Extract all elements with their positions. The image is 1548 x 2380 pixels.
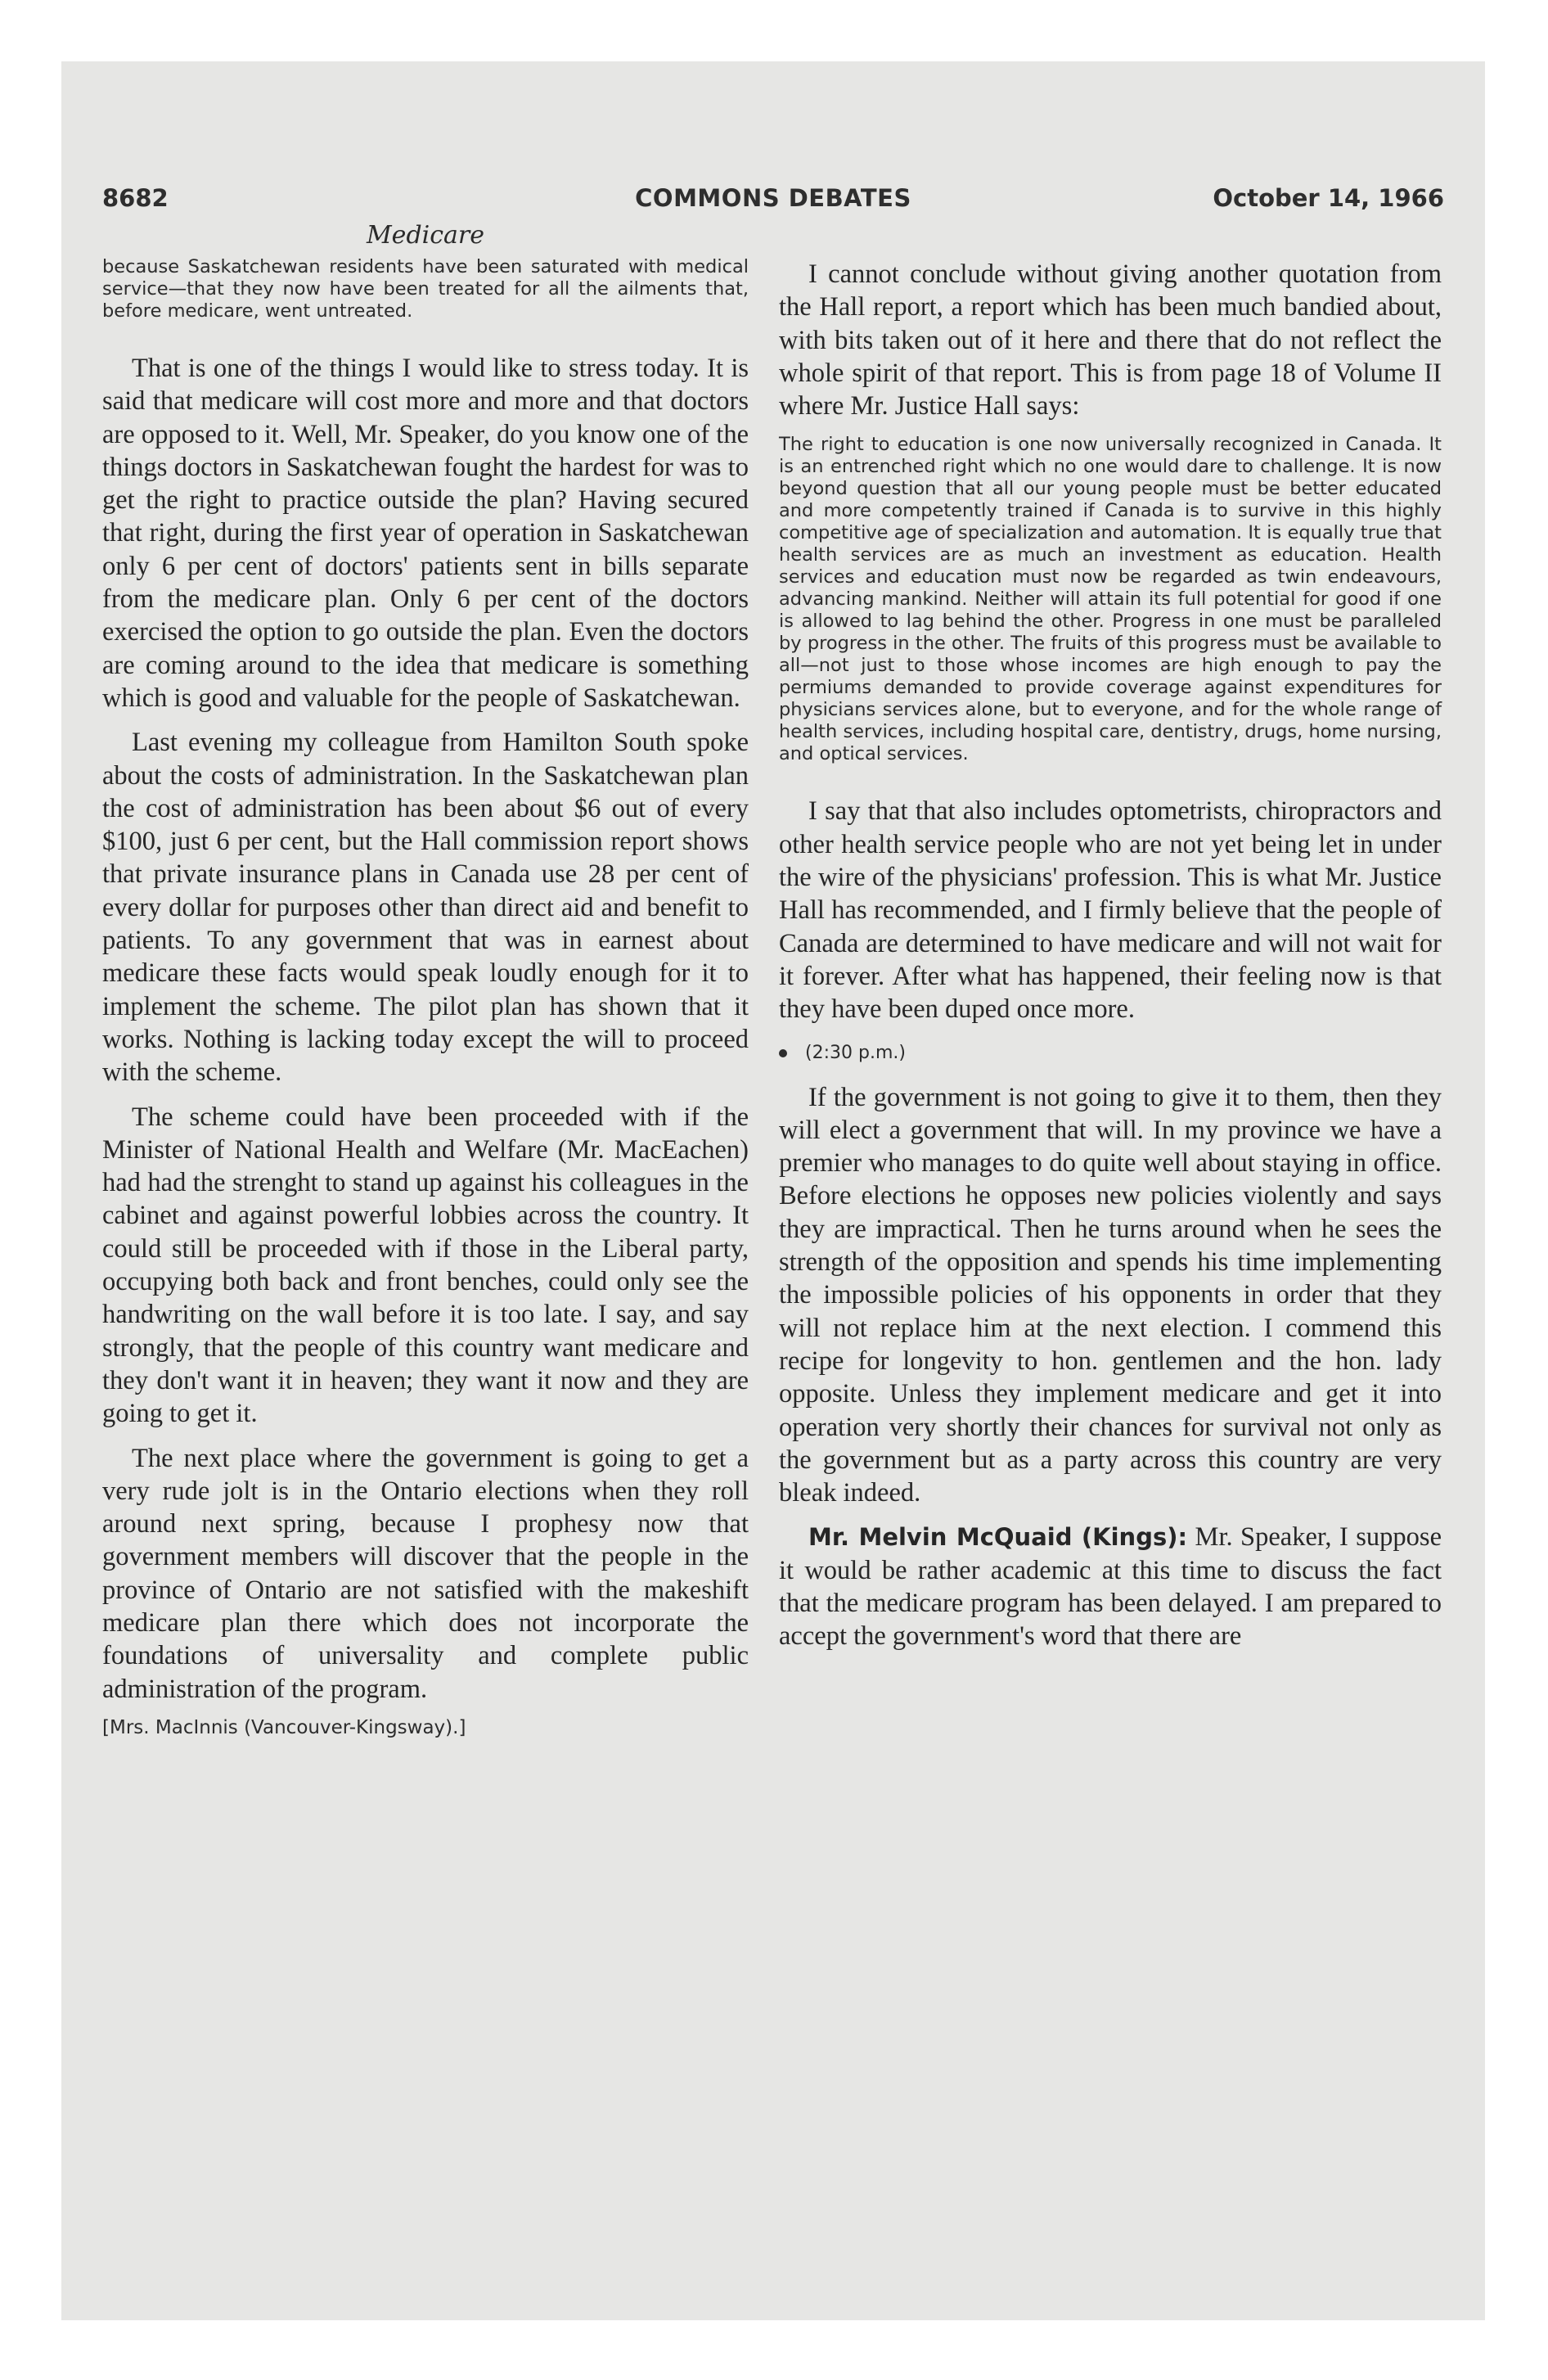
speaker-text: Mr. Speaker, I suppose it would be rather academic at this time to discuss the fact that the medicare program has been delayed. I am prepared to accept the government's word that there are: [779, 1522, 1442, 1652]
opening-quote: because Saskatchewan residents have been saturated with medical service—that they now have been treated for all the ailments that, before medicare, went untreated.: [102, 256, 749, 322]
right-column: [779, 258, 1442, 1665]
speaker-attribution: [Mrs. MacInnis (Vancouver-Kingsway).]: [102, 1716, 466, 1738]
body-paragraph: That is one of the things I would like to stress today. It is said that medicare will cost more and more and that doctors are opposed to it. Well, Mr. Speaker, do you know one of the things doctors in Saskatchewan fought the hardest for was to get the right to practice outside the plan? Having secured that right, during the first year of operation in Saskatchewan only 6 per cent of doctors' patients sent in bills separate from the medicare plan. Only 6 per cent of the doctors exercised the option to go outside the plan. Even the doctors are coming around to the idea that medicare is something which is good and valuable for the people of Saskatchewan.: [102, 354, 749, 713]
speaker-name: Mr. Melvin McQuaid (Kings):: [808, 1523, 1188, 1552]
issue-date: October 14, 1966: [1213, 184, 1444, 212]
page-header: [102, 184, 1444, 225]
hall-report-quote: The right to education is one now universally recognized in Canada. It is an entrenched right which no one would dare to challenge. It is now beyond question that all our young people must be better educated and more competently trained if Canada is to survive in this highly competitive age of specialization and automation. It is equally true that health services are as much an investment as education. Health services and education must now be regarded as twin endeavours, advancing mankind. Neither will attain its full potential for good if one is allowed to lag behind the other. Progress in one must be paralleled by progress in the other. The fruits of this progress must be available to all—not just to those whose incomes are high enough to pay the permiums demanded to provide coverage against expenditures for physicians services alone, but to everyone, and for the whole range of health services, including hospital care, dentistry, drugs, home nursing, and optical services.: [779, 434, 1442, 765]
publication-title: COMMONS DEBATES: [635, 184, 911, 212]
speaker-paragraph: [779, 1521, 1442, 1652]
body-paragraph: If the government is not going to give it to them, then they will elect a government that will. In my province we have a premier who manages to do quite well about staying in office. Before elections he opposes new policies violently and says they are impractical. Then he turns around when he sees the strength of the opposition and spends his time implementing the impossible policies of his opponents in order that they will not replace him at the next election. I commend this recipe for longevity to hon. gentlemen and the hon. lady opposite. Unless they implement medicare and get it into operation very shortly their chances for survival not only as the government but as a party across this country are very bleak indeed.: [779, 1082, 1442, 1508]
left-column: [102, 221, 749, 1738]
time-marker: [779, 1043, 1442, 1063]
body-paragraph: I cannot conclude without giving another quotation from the Hall report, a report which has been much bandied about, with bits taken out of it here and there that do not reflect the whole spirit of that report. This is from page 18 of Volume II where Mr. Justice Hall says:: [779, 259, 1442, 421]
page-number: 8682: [102, 184, 169, 212]
section-title: Medicare: [366, 221, 485, 250]
time-stamp: (2:30 p.m.): [805, 1042, 906, 1063]
bullet-icon: [779, 1049, 787, 1057]
body-paragraph: The next place where the government is going to get a very rude jolt is in the Ontario elections when they roll around next spring, because I prophesy now that government members will discover that the people in the province of Ontario are not satisfied with the makeshift medicare plan there which does not incorporate the foundations of universality and complete public administration of the program.: [102, 1443, 749, 1704]
body-paragraph: Last evening my colleague from Hamilton South spoke about the costs of administration. In the Saskatchewan plan the cost of administration has been about $6 out of every $100, just 6 per cent, but the Hall commission report shows that private insurance plans in Canada use 28 per cent of every dollar for purposes other than direct aid and benefit to patients. To any government that was in earnest about medicare these facts would speak loudly enough for it to implement the scheme. The pilot plan has shown that it works. Nothing is lacking today except the will to proceed with the scheme.: [102, 728, 749, 1088]
body-paragraph: The scheme could have been proceeded with if the Minister of National Health and Welfare (Mr. MacEachen) had had the strenght to stand up against his colleagues in the cabinet and against powerful lobbies across the country. It could still be proceeded with if those in the Liberal party, occupying both back and front benches, could only see the handwriting on the wall before it is too late. I say, and say strongly, that the people of this country want medicare and they don't want it in heaven; they want it now and they are going to get it.: [102, 1102, 749, 1429]
body-paragraph: I say that that also includes optometrists, chiropractors and other health service people who are not yet being let in under the wire of the physicians' profession. This is what Mr. Justice Hall has recommended, and I firmly believe that the people of Canada are determined to have medicare and will not wait for it forever. After what has happened, their feeling now is that they have been duped once more.: [779, 796, 1442, 1025]
